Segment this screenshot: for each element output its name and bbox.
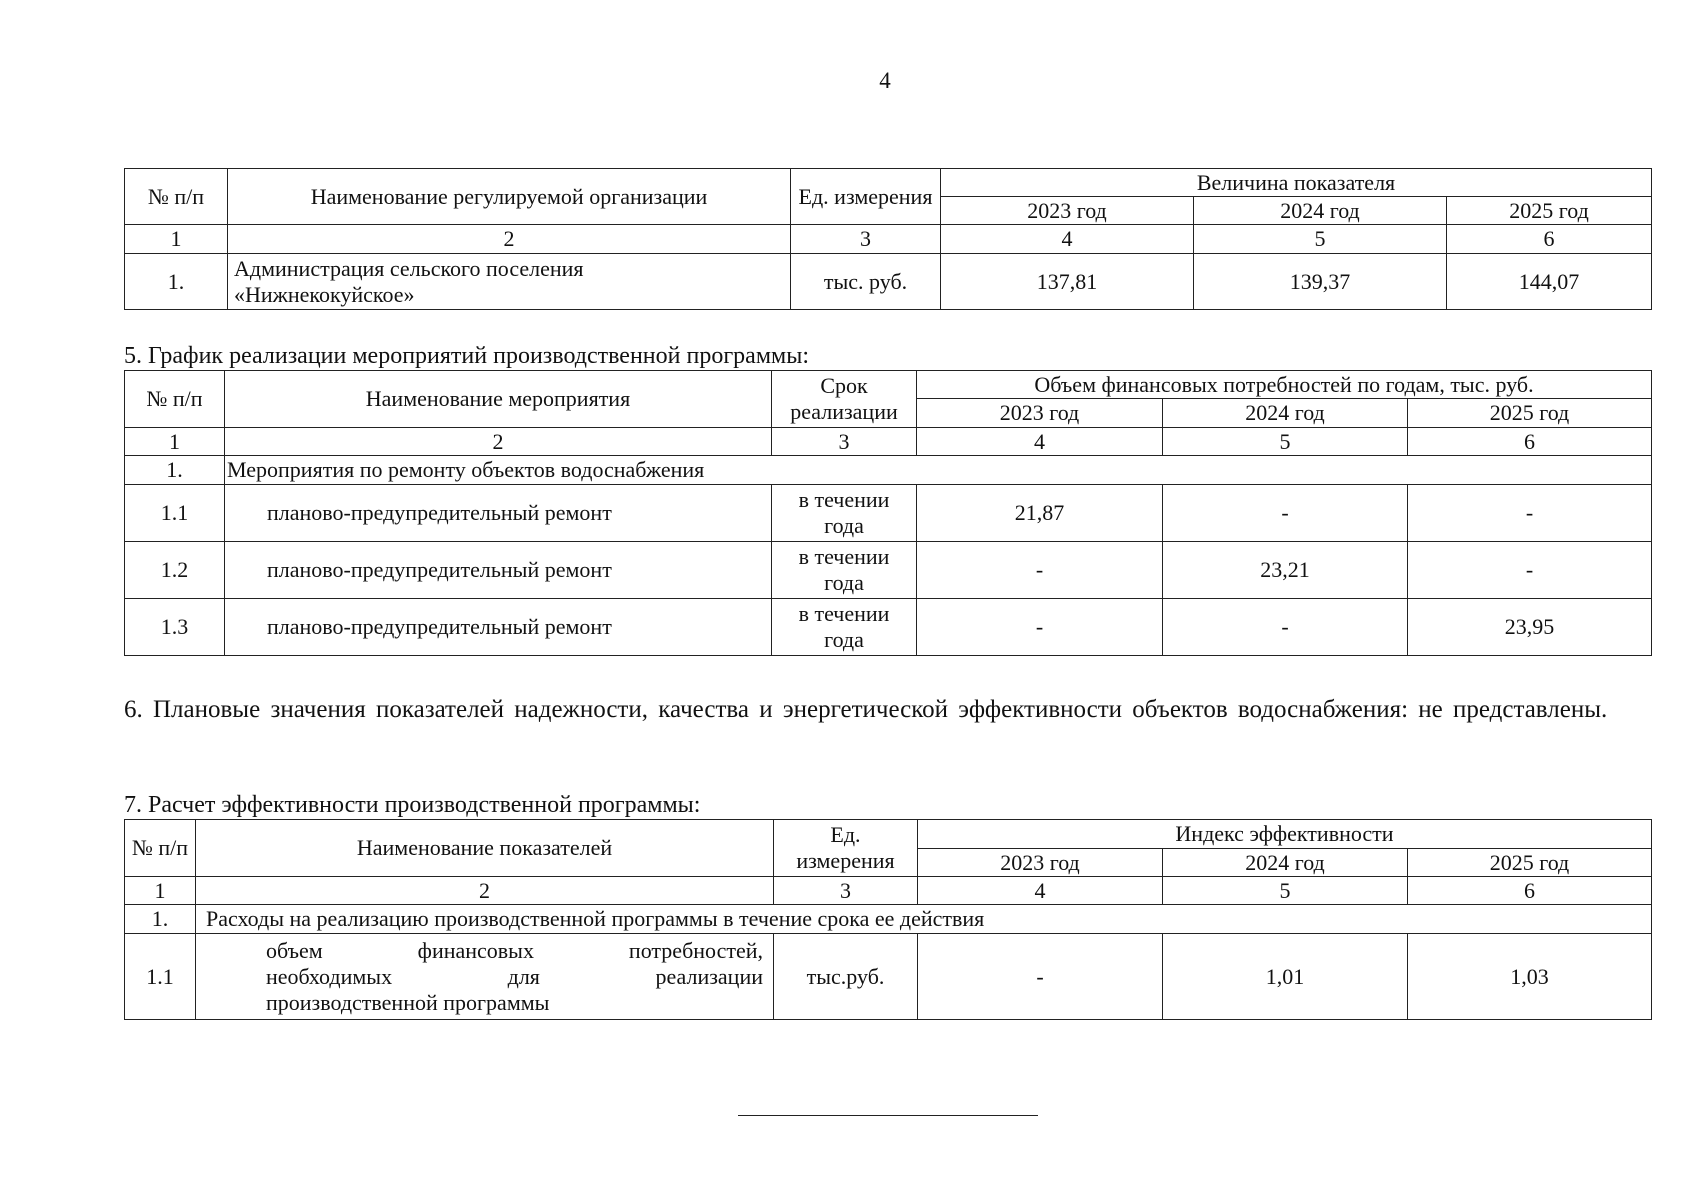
- term-cell: в течении года: [772, 599, 917, 656]
- value-cell: -: [917, 599, 1163, 656]
- column-number: 4: [917, 428, 1163, 456]
- header-number: № п/п: [125, 169, 228, 225]
- row-number: 1.1: [125, 485, 225, 542]
- column-number: 6: [1408, 877, 1652, 905]
- section-7-title: 7. Расчет эффективности производственной программы:: [124, 792, 701, 818]
- value-cell: -: [917, 542, 1163, 599]
- header-activity-name: Наименование мероприятия: [225, 371, 772, 428]
- header-indicator-name: Наименование показателей: [196, 820, 774, 877]
- table-row: [125, 599, 1652, 656]
- column-number-row: [125, 225, 1652, 254]
- column-number: 5: [1163, 877, 1408, 905]
- value-cell: 21,87: [917, 485, 1163, 542]
- column-number: 3: [791, 225, 941, 254]
- indicator-name-line: необходимых для реализации: [266, 963, 763, 989]
- page-number: 4: [879, 68, 891, 93]
- header-year: 2024 год: [1163, 399, 1408, 428]
- term-cell: в течении года: [772, 485, 917, 542]
- column-number: 4: [941, 225, 1194, 254]
- header-organization-name: Наименование регулируемой организации: [228, 169, 791, 225]
- header-year: 2024 год: [1194, 197, 1447, 225]
- header-year: 2025 год: [1408, 399, 1652, 428]
- regulated-organization-table: [124, 168, 1652, 310]
- table-row: [125, 485, 1652, 542]
- header-unit: Ед. измерения: [774, 820, 918, 877]
- value-cell: -: [1163, 485, 1408, 542]
- column-number: 2: [196, 877, 774, 905]
- column-number-row: [125, 877, 1652, 905]
- value-cell: -: [1408, 485, 1652, 542]
- unit-cell: тыс.руб.: [774, 934, 918, 1020]
- column-number: 5: [1194, 225, 1447, 254]
- header-year: 2023 год: [941, 197, 1194, 225]
- indicator-name: [196, 934, 774, 1020]
- column-number: 1: [125, 225, 228, 254]
- value-cell: 23,21: [1163, 542, 1408, 599]
- value-cell: -: [918, 934, 1163, 1020]
- indicator-name-line: объем финансовых потребностей,: [266, 937, 763, 963]
- organization-name: [228, 254, 791, 310]
- activity-name: планово-предупредительный ремонт: [225, 599, 772, 656]
- value-cell: 1,01: [1163, 934, 1408, 1020]
- header-number: № п/п: [125, 371, 225, 428]
- value-cell: -: [1408, 542, 1652, 599]
- value-cell: 1,03: [1408, 934, 1652, 1020]
- footer-divider: [738, 1115, 1038, 1116]
- value-cell: 137,81: [941, 254, 1194, 310]
- group-name: Мероприятия по ремонту объектов водоснабжения: [225, 456, 1652, 485]
- activity-name: планово-предупредительный ремонт: [225, 485, 772, 542]
- efficiency-table: [124, 819, 1652, 1020]
- header-year: 2025 год: [1447, 197, 1652, 225]
- column-number: 4: [918, 877, 1163, 905]
- value-cell: 23,95: [1408, 599, 1652, 656]
- row-number: 1.1: [125, 934, 196, 1020]
- header-year: 2024 год: [1163, 849, 1408, 877]
- value-cell: -: [1163, 599, 1408, 656]
- table-row: [125, 934, 1652, 1020]
- value-cell: 144,07: [1447, 254, 1652, 310]
- column-number: 1: [125, 877, 196, 905]
- table-row: [125, 254, 1652, 310]
- column-number: 2: [228, 225, 791, 254]
- table-row: [125, 542, 1652, 599]
- header-financial-volume: Объем финансовых потребностей по годам, тыс. руб.: [917, 371, 1652, 399]
- organization-name-line: «Нижнекокуйское»: [234, 281, 415, 307]
- column-number: 3: [772, 428, 917, 456]
- column-number: 3: [774, 877, 918, 905]
- column-number: 6: [1447, 225, 1652, 254]
- header-year: 2023 год: [918, 849, 1163, 877]
- value-cell: 139,37: [1194, 254, 1447, 310]
- header-unit: Ед. измерения: [791, 169, 941, 225]
- column-number: 1: [125, 428, 225, 456]
- column-number: 2: [225, 428, 772, 456]
- organization-name-line: Администрация сельского поселения: [234, 255, 584, 281]
- column-number: 6: [1408, 428, 1652, 456]
- section-5-title: 5. График реализации мероприятий производственной программы:: [124, 343, 809, 369]
- group-number: 1.: [125, 456, 225, 485]
- schedule-table: [124, 370, 1652, 656]
- column-number: 5: [1163, 428, 1408, 456]
- row-number: 1.3: [125, 599, 225, 656]
- group-name: Расходы на реализацию производственной программы в течение срока ее действия: [196, 905, 1652, 934]
- header-term: Срок реализации: [772, 371, 917, 428]
- header-number: № п/п: [125, 820, 196, 877]
- header-year: 2023 год: [917, 399, 1163, 428]
- section-6-text: 6. Плановые значения показателей надежности, качества и энергетической эффективности объектов водоснабжения: не представлены.: [124, 696, 1608, 723]
- group-row: [125, 456, 1652, 485]
- group-number: 1.: [125, 905, 196, 934]
- indicator-name-line: производственной программы: [266, 989, 550, 1015]
- activity-name: планово-предупредительный ремонт: [225, 542, 772, 599]
- row-number: 1.: [125, 254, 228, 310]
- column-number-row: [125, 428, 1652, 456]
- term-cell: в течении года: [772, 542, 917, 599]
- row-number: 1.2: [125, 542, 225, 599]
- group-row: [125, 905, 1652, 934]
- header-year: 2025 год: [1408, 849, 1652, 877]
- unit-cell: тыс. руб.: [791, 254, 941, 310]
- header-efficiency-index: Индекс эффективности: [918, 820, 1652, 849]
- header-indicator-value: Величина показателя: [941, 169, 1652, 197]
